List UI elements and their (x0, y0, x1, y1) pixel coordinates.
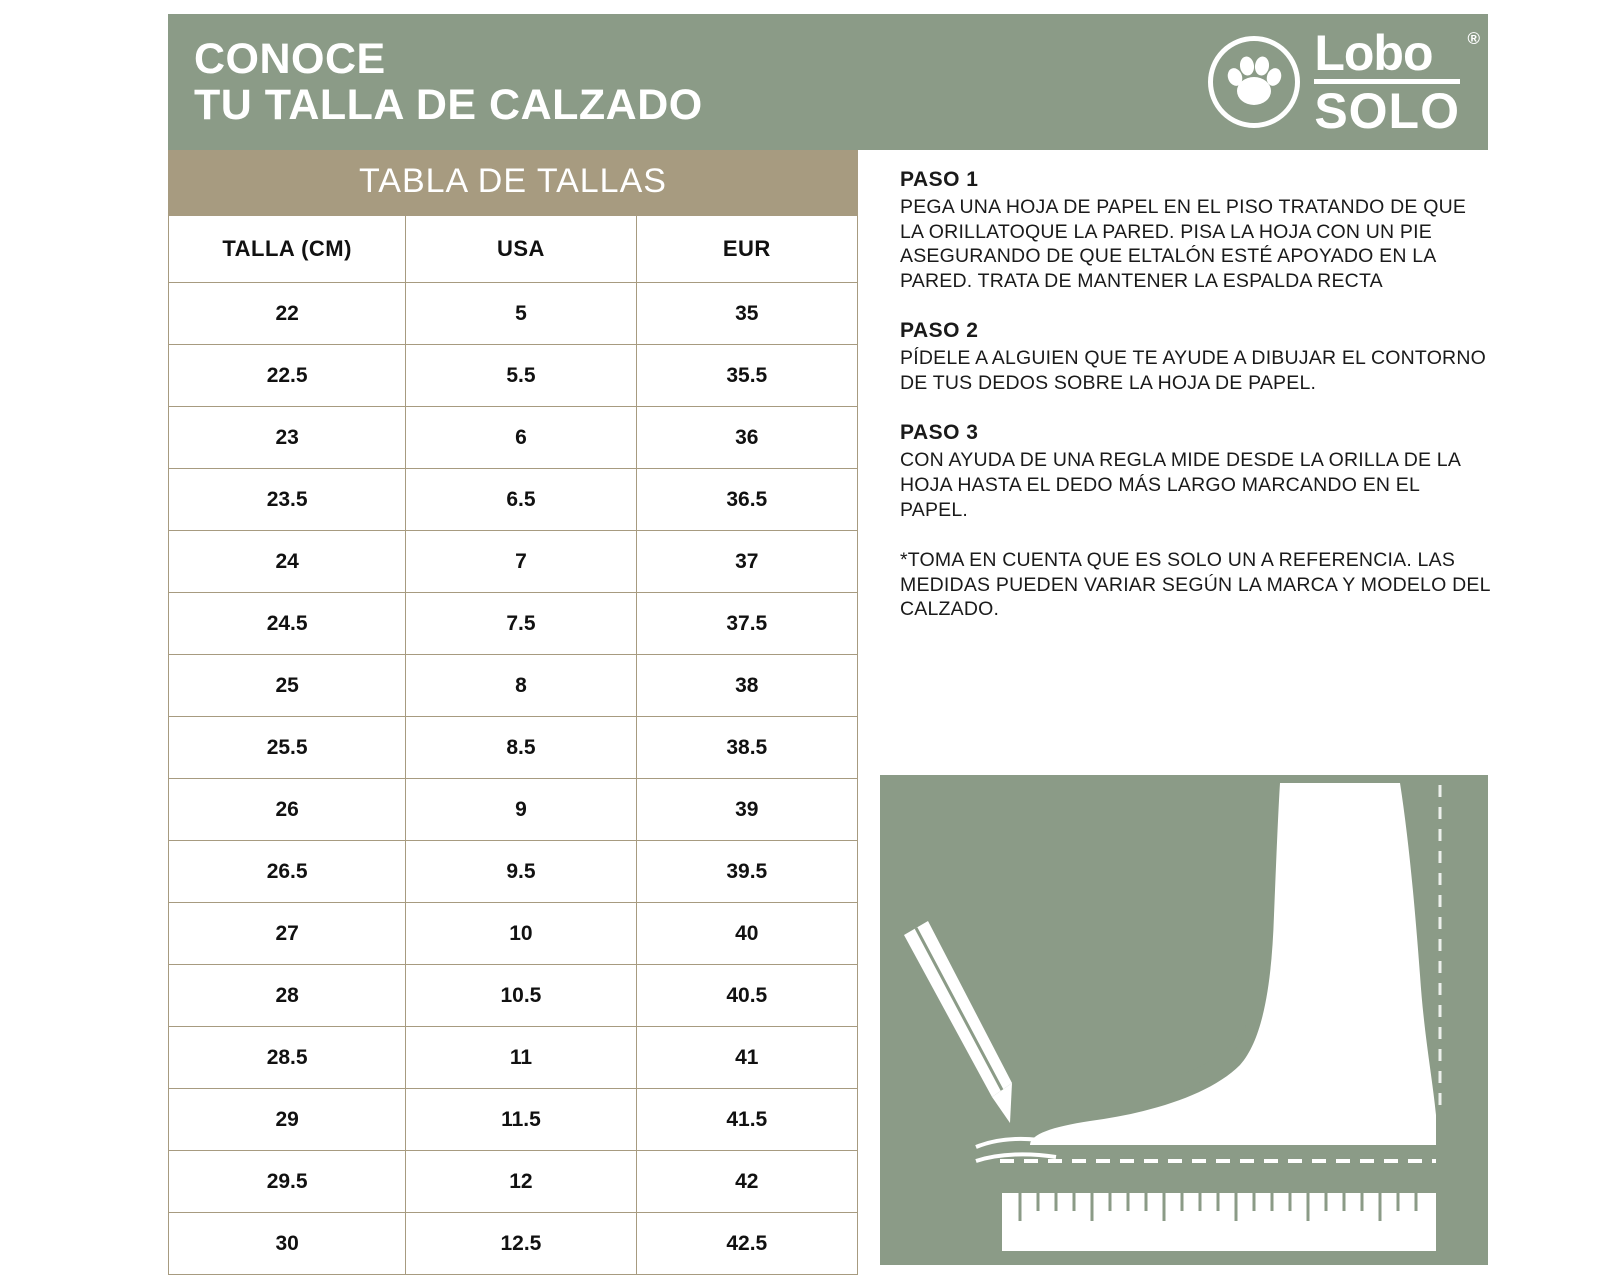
cell-cm: 23.5 (169, 469, 406, 531)
column-header-usa: USA (406, 216, 636, 283)
table-row (169, 903, 858, 965)
table-row (169, 1027, 858, 1089)
cell-cm: 25 (169, 655, 406, 717)
table-header-row (169, 216, 858, 283)
cell-usa: 9 (406, 779, 636, 841)
paw-print-icon (1208, 36, 1300, 128)
page-title-line1: CONOCE (194, 34, 386, 83)
size-table-section (168, 150, 858, 1275)
table-row (169, 407, 858, 469)
registered-mark: ® (1467, 29, 1480, 48)
cell-usa: 7.5 (406, 593, 636, 655)
header-banner (168, 14, 1488, 150)
cell-usa: 11 (406, 1027, 636, 1089)
cell-eur: 36 (636, 407, 857, 469)
cell-eur: 35.5 (636, 345, 857, 407)
table-row (169, 965, 858, 1027)
table-row (169, 1151, 858, 1213)
cell-eur: 39.5 (636, 841, 857, 903)
disclaimer-note: *TOMA EN CUENTA QUE ES SOLO UN A REFERENCIA. LAS MEDIDAS PUEDEN VARIAR SEGÚN LA MARCA Y MODELO DEL CALZADO. (900, 549, 1490, 621)
column-header-cm: TALLA (CM) (169, 216, 406, 283)
cell-usa: 5.5 (406, 345, 636, 407)
table-row (169, 345, 858, 407)
step-3 (900, 421, 1490, 522)
cell-usa: 5 (406, 283, 636, 345)
table-row (169, 717, 858, 779)
cell-cm: 25.5 (169, 717, 406, 779)
step-2-title: PASO 2 (900, 319, 979, 343)
cell-usa: 8 (406, 655, 636, 717)
cell-usa: 11.5 (406, 1089, 636, 1151)
foot-outline-icon (1030, 783, 1436, 1145)
cell-eur: 40.5 (636, 965, 857, 1027)
step-2 (900, 319, 1490, 395)
cell-usa: 10.5 (406, 965, 636, 1027)
cell-usa: 6 (406, 407, 636, 469)
brand-word-solo: SOLO (1314, 79, 1460, 135)
cell-usa: 12.5 (406, 1213, 636, 1275)
size-table (168, 215, 858, 1275)
cell-eur: 37.5 (636, 593, 857, 655)
cell-usa: 7 (406, 531, 636, 593)
table-row (169, 531, 858, 593)
table-row (169, 655, 858, 717)
cell-eur: 35 (636, 283, 857, 345)
step-3-title: PASO 3 (900, 421, 979, 445)
cell-eur: 42 (636, 1151, 857, 1213)
cell-cm: 28.5 (169, 1027, 406, 1089)
column-header-eur: EUR (636, 216, 857, 283)
cell-cm: 24.5 (169, 593, 406, 655)
cell-usa: 8.5 (406, 717, 636, 779)
instructions-section (900, 168, 1490, 622)
cell-cm: 30 (169, 1213, 406, 1275)
page-title (194, 36, 703, 129)
cell-usa: 6.5 (406, 469, 636, 531)
step-1-title: PASO 1 (900, 168, 979, 191)
cell-cm: 28 (169, 965, 406, 1027)
cell-eur: 37 (636, 531, 857, 593)
table-row (169, 1089, 858, 1151)
cell-eur: 36.5 (636, 469, 857, 531)
ruler-icon (1002, 1193, 1436, 1251)
foot-measurement-illustration (880, 775, 1488, 1265)
cell-cm: 23 (169, 407, 406, 469)
pencil-icon (904, 921, 1012, 1123)
cell-cm: 27 (169, 903, 406, 965)
table-row (169, 283, 858, 345)
size-table-title: TABLA DE TALLAS (168, 150, 858, 215)
cell-cm: 24 (169, 531, 406, 593)
cell-usa: 9.5 (406, 841, 636, 903)
step-3-body: CON AYUDA DE UNA REGLA MIDE DESDE LA ORILLA DE LA HOJA HASTA EL DEDO MÁS LARGO MARCANDO EN EL PAPEL. (900, 449, 1460, 521)
brand-word-lobo: Lobo (1314, 25, 1433, 81)
cell-usa: 12 (406, 1151, 636, 1213)
cell-cm: 29.5 (169, 1151, 406, 1213)
table-row (169, 841, 858, 903)
cell-cm: 26.5 (169, 841, 406, 903)
step-2-body: PÍDELE A ALGUIEN QUE TE AYUDE A DIBUJAR EL CONTORNO DE TUS DEDOS SOBRE LA HOJA DE PAPEL. (900, 347, 1486, 394)
cell-cm: 29 (169, 1089, 406, 1151)
brand-wordmark (1314, 25, 1480, 139)
cell-eur: 42.5 (636, 1213, 857, 1275)
cell-eur: 40 (636, 903, 857, 965)
table-row (169, 593, 858, 655)
page-title-line2: TU TALLA DE CALZADO (194, 81, 703, 129)
cell-cm: 26 (169, 779, 406, 841)
step-1 (900, 168, 1490, 293)
step-1-body: PEGA UNA HOJA DE PAPEL EN EL PISO TRATANDO DE QUE LA ORILLATOQUE LA PARED. PISA LA HOJA CON UN PIE ASEGURANDO DE QUE ELTALÓN ESTÉ APOYADO EN LA PARED. TRATA DE MANTENER LA ESPALDA RECTA (900, 196, 1467, 292)
cell-cm: 22.5 (169, 345, 406, 407)
cell-eur: 41.5 (636, 1089, 857, 1151)
table-row (169, 1213, 858, 1275)
cell-eur: 38.5 (636, 717, 857, 779)
cell-eur: 39 (636, 779, 857, 841)
table-row (169, 779, 858, 841)
cell-eur: 38 (636, 655, 857, 717)
table-body (169, 283, 858, 1275)
cell-usa: 10 (406, 903, 636, 965)
brand-logo (1208, 25, 1480, 139)
cell-eur: 41 (636, 1027, 857, 1089)
cell-cm: 22 (169, 283, 406, 345)
table-row (169, 469, 858, 531)
